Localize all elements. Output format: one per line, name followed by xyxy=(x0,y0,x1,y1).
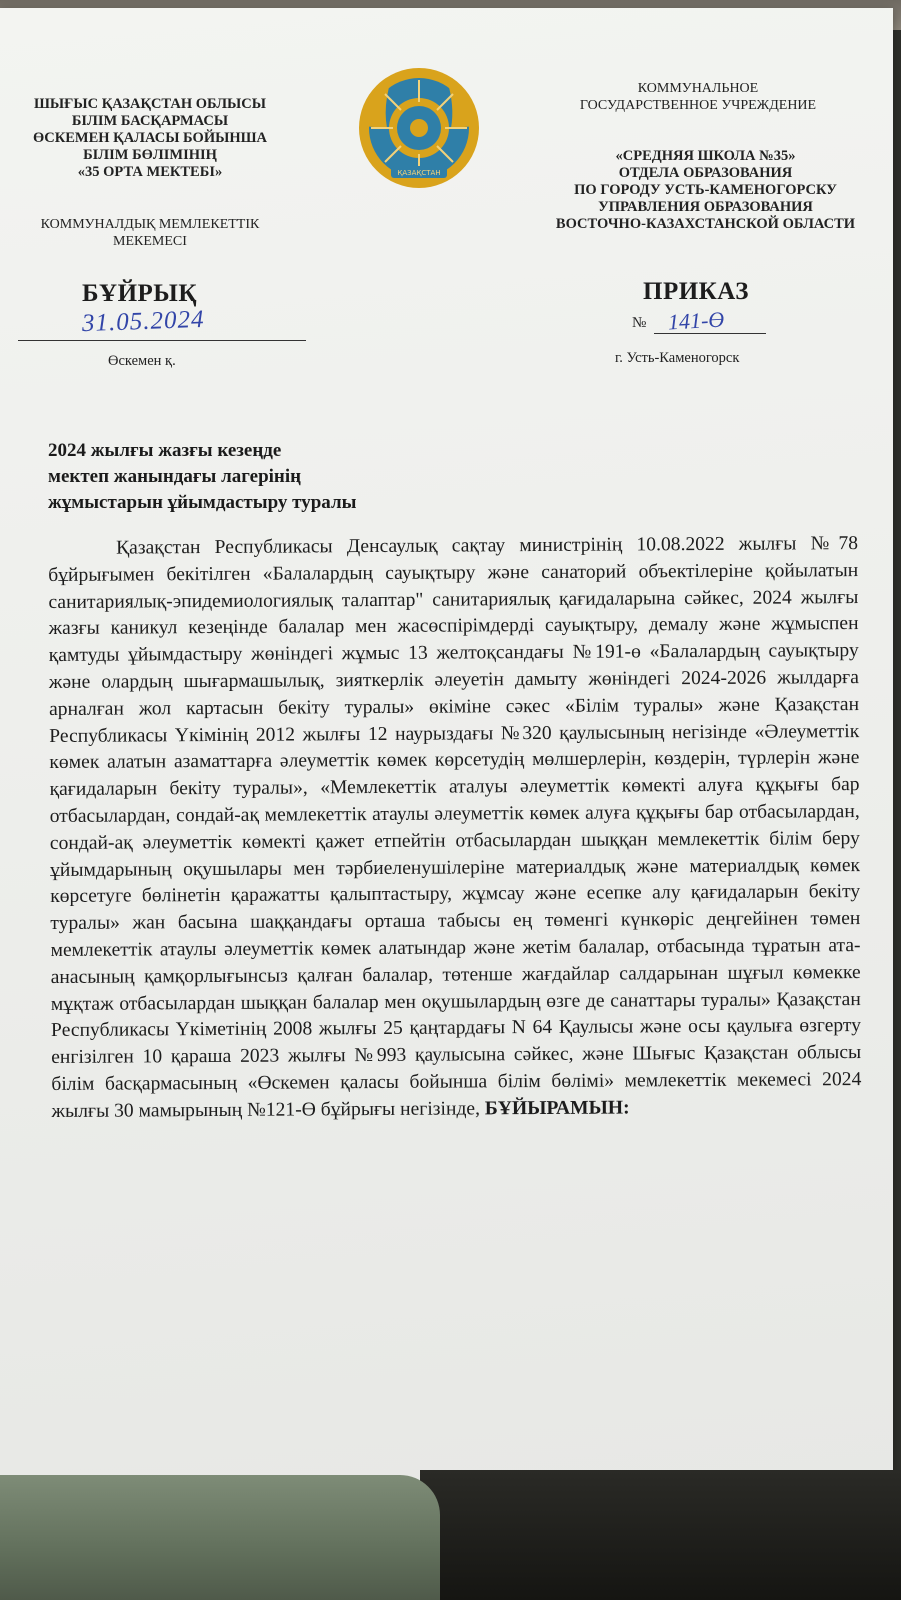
left-institution-type: КОММУНАЛДЫҚ МЕМЛЕКЕТТІК МЕКЕМЕСІ xyxy=(40,217,260,249)
left-institution-name: ШЫҒЫС ҚАЗАҚСТАН ОБЛЫСЫ БІЛІМ БАСҚАРМАСЫ ӨСКЕМЕН ҚАЛАСЫ БОЙЫНША БІЛІМ БӨЛІМІНІҢ «35 ОРТА МЕКТЕБІ» xyxy=(32,96,268,180)
order-body-paragraph: Қазақстан Республикасы Денсаулық сақтау министрінің 10.08.2022 жылғы №78 бұйрығымен бекітілген «Балалардың сауықтыру және санаторий объектілеріне қойылатын санитариялық-эпидемиологиялық талаптар" санитариялық қағидаларына сәйкес, 2024 жылғы жазғы каникул кезеңінде балалар мен жасөспірімдерді сауықтыру, демалу және жұмыспен қамтуды ұйымдастыру жөніндегі жұмыс 13 желтоқсандағы №191-ө «Балалардың сауықтыру және олардың шығармашылық, зияткерлік әлеуетін дамыту жөніндегі 2024-2026 жылдарға арналған жол картасын бекіту туралы» өкіміне сәкес «Білім туралы» және Қазақстан Республикасы Үкімінің 2012 жылғы 12 наурыздағы №320 қаулысының негізінде «Әлеуметтік көмек алатын азаматтарға әлеуметтік көмек көрсетудің мөлшерлерін, көздерін, түрлерін және қағидаларын бекіту туралы», «Мемлекеттік аталуы әлеуметтік көмекті алуға құқығы бар отбасылардан, сондай-ақ мемлекеттік атаулы әлеуметтік көмек алуға құқығы бар отбасылардан, сондай-ақ әлеуметтік көмекті қажет етпейтін отбасылардан шыққан мемлекеттік білім беру ұйымдарының оқушылары мен тәрбиеленушілеріне материалдық және материалдық көмек көрсетуге бөлінетін қаражатты қалыптастыру, жұмсау және есепке алу қағидаларын бекіту туралы» жан басына шаққандағы орташа табысы ең төменгі күнкөріс деңгейінен төмен мемлекеттік атаулы әлеуметтік көмек алатындар және жетім балалар, отбасында тұратын ата-анасының қамқорлығынсыз қалған балалар, төтенше жағдайлар салдарынан шұғыл көмекке мұқтаж отбасылардан шыққан балалар мен оқушылардың өзге де санаттары туралы» Қазақстан Республикасы Үкіметінің 2008 жылғы 25 қаңтардағы N 64 Қаулысы және осы қаулыға өзгерту енгізілген 10 қараша 2023 жылғы №993 қаулысына сәйкес, және Шығыс Қазақстан облысы білім басқармасының «Өскемен қаласы бойынша білім бөлімі» мемлекеттік мекемесі 2024 жылғы 30 мамырының №121-Ө бұйрығы негізінде, xyxy=(48,533,862,1122)
city-ru: г. Усть-Каменогорск xyxy=(615,350,740,366)
number-underline xyxy=(654,333,766,334)
order-date-handwritten: 31.05.2024 xyxy=(81,305,205,338)
order-title-ru: ПРИКАЗ xyxy=(643,278,749,305)
dark-background xyxy=(420,1470,901,1600)
order-title-kz: БҰЙРЫҚ xyxy=(82,280,197,307)
emblem-caption: ҚАЗАҚСТАН xyxy=(397,169,441,177)
document-page xyxy=(0,8,893,1488)
right-institution-name: «СРЕДНЯЯ ШКОЛА №35» ОТДЕЛА ОБРАЗОВАНИЯ ПО ГОРОДУ УСТЬ-КАМЕНОГОРСКУ УПРАВЛЕНИЯ ОБРАЗОВАНИЯ ВОСТОЧНО-КАЗАХСТАНСКОЙ ОБЛАСТИ xyxy=(555,148,856,232)
order-number-label: № xyxy=(632,315,647,331)
order-body xyxy=(48,531,862,1125)
city-kz: Өскемен қ. xyxy=(108,353,176,369)
right-institution-type: КОММУНАЛЬНОЕ ГОСУДАРСТВЕННОЕ УЧРЕЖДЕНИЕ xyxy=(579,81,817,113)
order-number-handwritten: 141-Ө xyxy=(667,306,725,335)
date-underline xyxy=(18,340,306,341)
kazakhstan-state-emblem-icon xyxy=(357,66,481,190)
order-subject: 2024 жылғы жазғы кезеңде мектеп жанындағы лагерінің жұмыстарын ұйымдастыру туралы xyxy=(48,440,357,513)
fabric-background xyxy=(0,1475,440,1600)
order-closing-word: БҰЙЫРАМЫН: xyxy=(484,1097,630,1120)
